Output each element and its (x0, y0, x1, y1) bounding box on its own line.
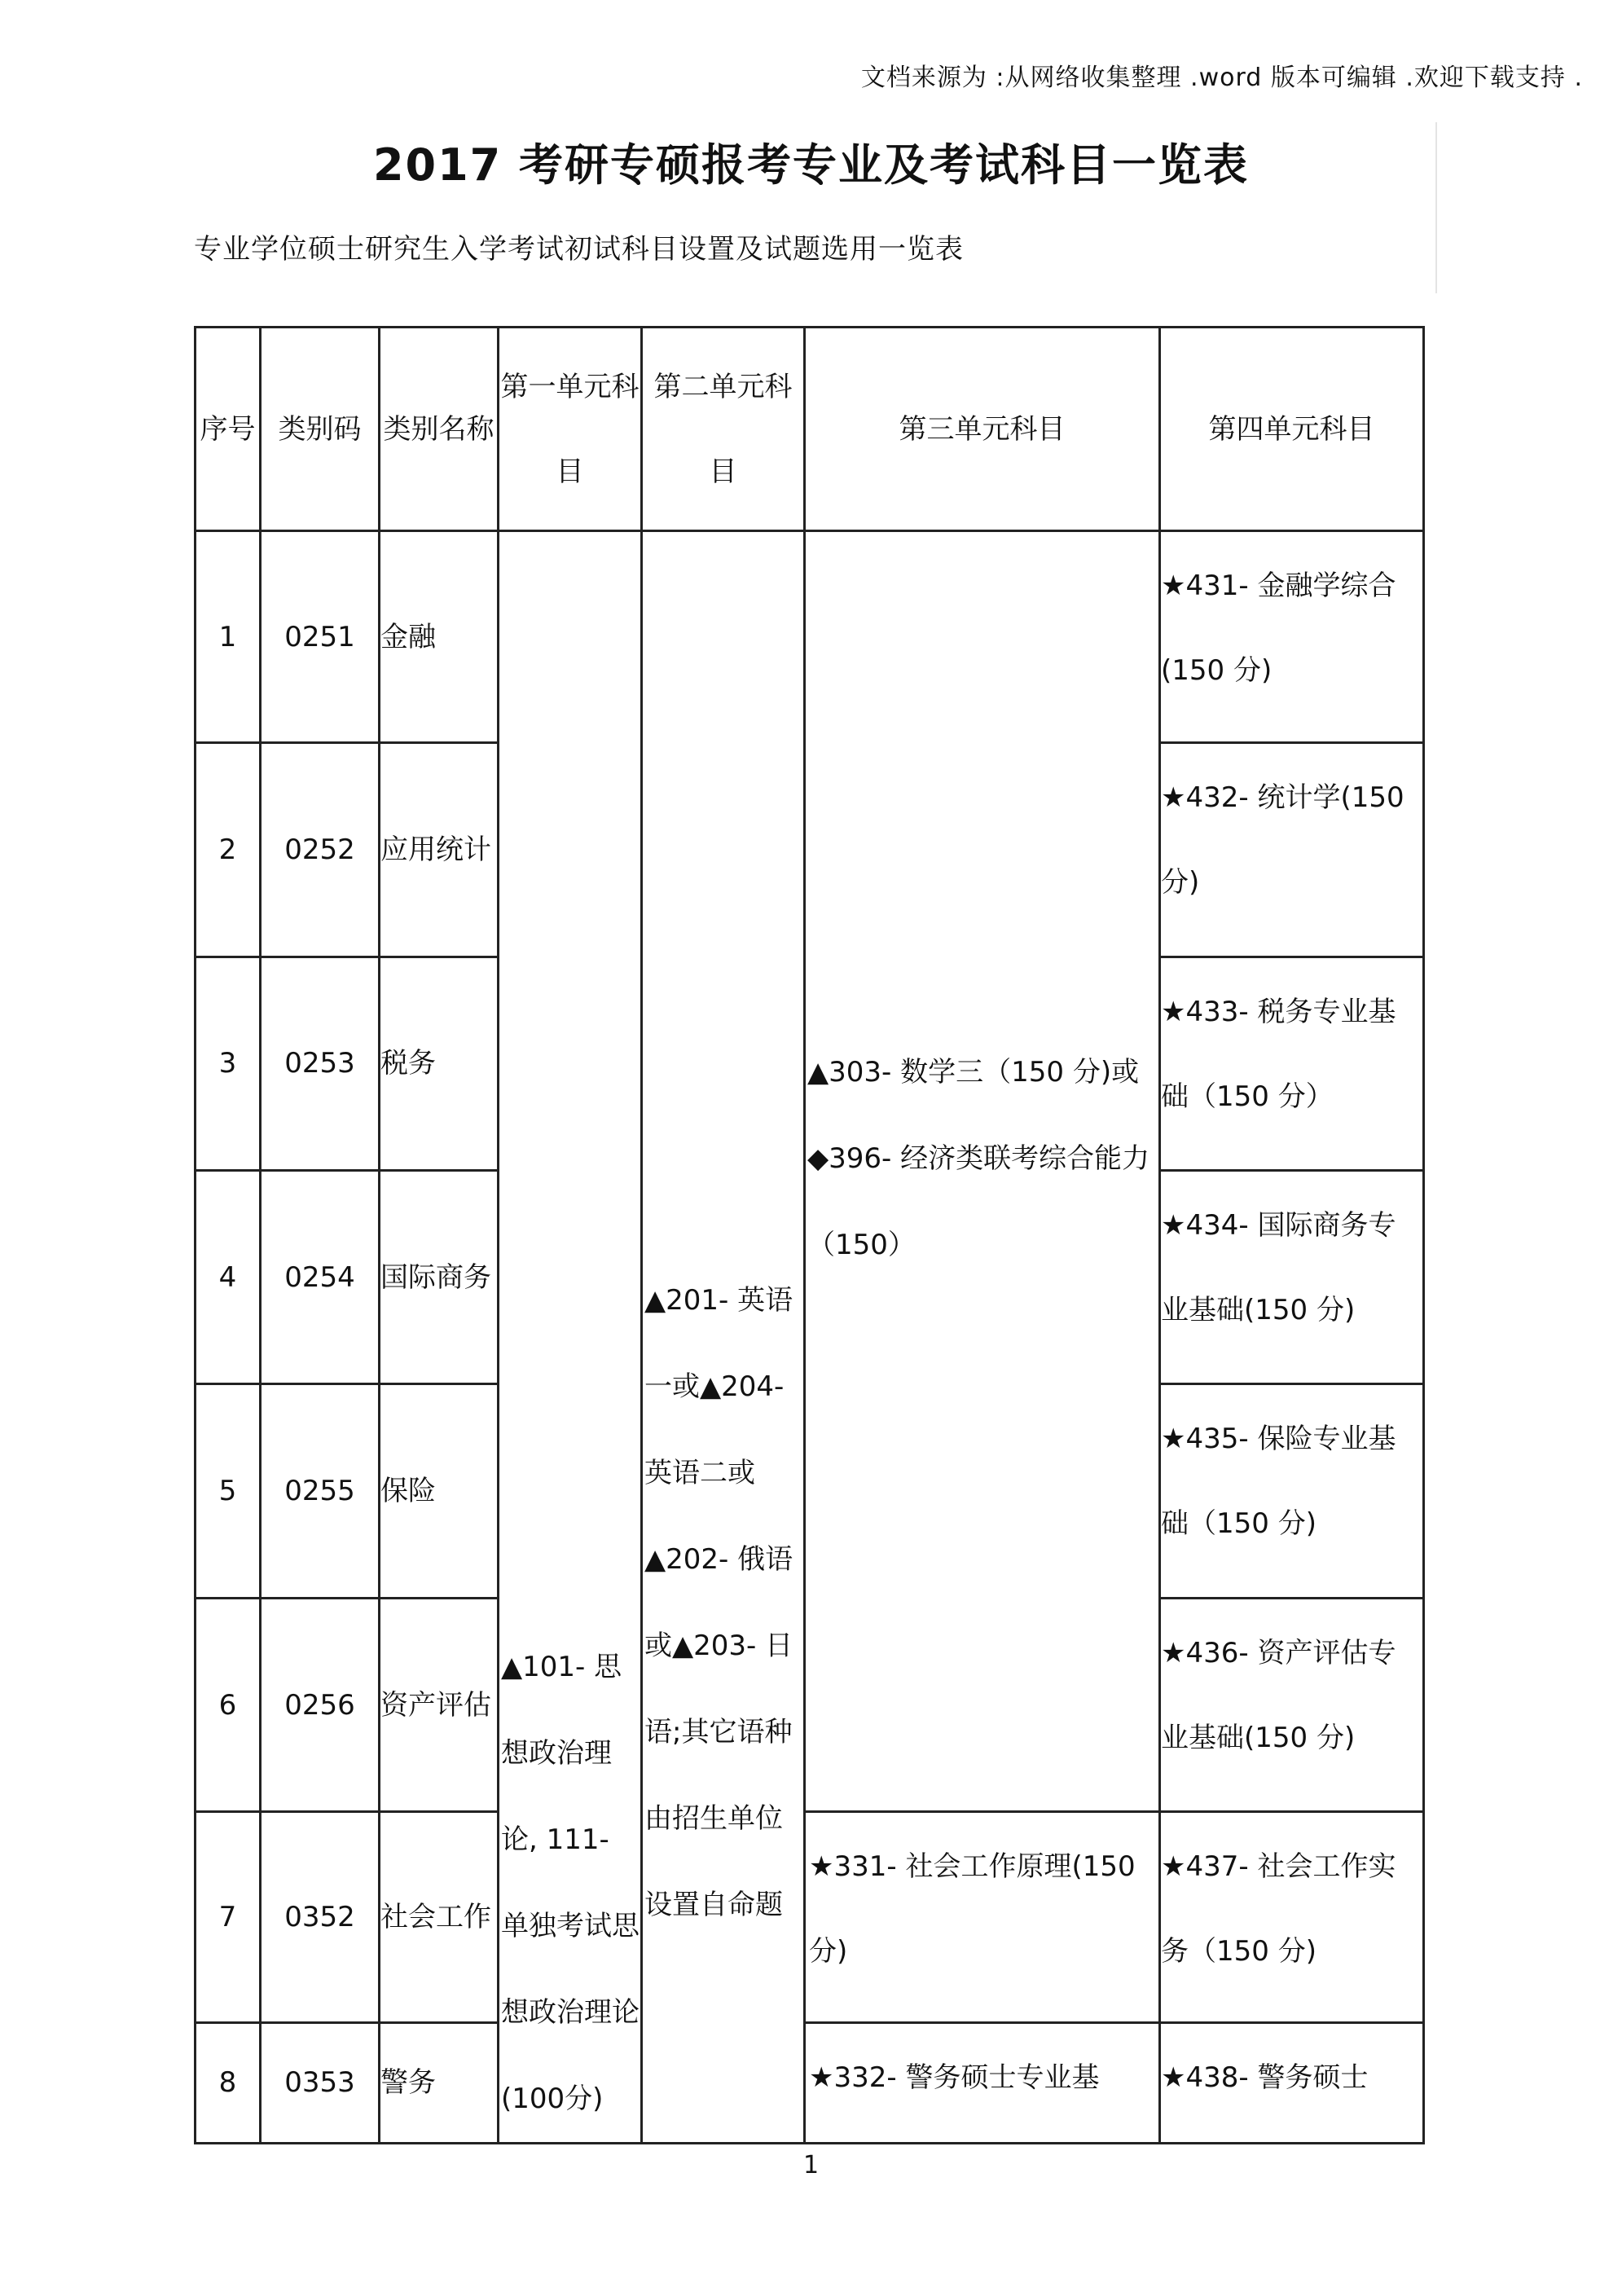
row-seq: 4 (196, 1171, 261, 1384)
source-note: 文档来源为 :从网络收集整理 .word 版本可编辑 .欢迎下载支持 . (860, 64, 1583, 92)
unit1-cell (499, 531, 642, 2144)
table-header-row (196, 328, 1424, 531)
page-number: 1 (802, 2151, 820, 2179)
row-name: 应用统计 (380, 743, 499, 957)
row-unit3: ★331- 社会工作原理(150 分) (805, 1812, 1160, 2022)
row-seq: 8 (196, 2022, 261, 2144)
unit2-cell (642, 531, 805, 2144)
row-unit4: ★437- 社会工作实务（150 分) (1160, 1812, 1424, 2022)
row-code: 0252 (261, 743, 380, 957)
row-unit4: ★438- 警务硕士 (1160, 2022, 1424, 2144)
unit2-text: ▲201- 英语一或▲204- 英语二或▲202- 俄语或▲203- 日语;其它语种由招生单位设置自命题 (644, 1284, 793, 1921)
row-seq: 7 (196, 1812, 261, 2022)
unit1-text: ▲101- 思想政治理论, 111- 单独考试思想政治理论(100分) (501, 1651, 640, 2115)
row-unit4: ★435- 保险专业基础（150 分) (1160, 1384, 1424, 1598)
row-code: 0253 (261, 957, 380, 1170)
row-seq: 1 (196, 531, 261, 743)
row-code: 0255 (261, 1384, 380, 1598)
row-code: 0353 (261, 2022, 380, 2144)
header-seq: 序号 (196, 328, 261, 531)
row-name: 警务 (380, 2022, 499, 2144)
row-name: 税务 (380, 957, 499, 1170)
unit3-shared-cell (805, 531, 1160, 1812)
header-code: 类别码 (261, 328, 380, 531)
header-unit3: 第三单元科目 (805, 328, 1160, 531)
header-name: 类别名称 (380, 328, 499, 531)
row-code: 0256 (261, 1598, 380, 1811)
row-unit4: ★432- 统计学(150 分) (1160, 743, 1424, 957)
row-unit4: ★431- 金融学综合(150 分) (1160, 531, 1424, 743)
page-title: 2017 考研专硕报考专业及考试科目一览表 (372, 139, 1250, 191)
row-code: 0251 (261, 531, 380, 743)
row-code: 0254 (261, 1171, 380, 1384)
header-unit4: 第四单元科目 (1160, 328, 1424, 531)
row-unit4: ★436- 资产评估专业基础(150 分) (1160, 1598, 1424, 1811)
row-code: 0352 (261, 1812, 380, 2022)
row-unit4: ★433- 税务专业基础（150 分） (1160, 957, 1424, 1170)
table-row (196, 2022, 1424, 2144)
table-row (196, 1812, 1424, 2022)
row-seq: 2 (196, 743, 261, 957)
page-subtitle: 专业学位硕士研究生入学考试初试科目设置及试题选用一览表 (194, 233, 964, 266)
row-name: 资产评估 (380, 1598, 499, 1811)
row-name: 国际商务 (380, 1171, 499, 1384)
subjects-table (194, 326, 1425, 2144)
unit3-shared-text: ▲303- 数学三（150 分)或◆396- 经济类联考综合能力（150） (807, 1056, 1150, 1261)
row-name: 社会工作 (380, 1812, 499, 2022)
row-unit3: ★332- 警务硕士专业基 (805, 2022, 1160, 2144)
row-name: 保险 (380, 1384, 499, 1598)
row-seq: 6 (196, 1598, 261, 1811)
row-seq: 5 (196, 1384, 261, 1598)
header-unit1: 第一单元科目 (499, 328, 642, 531)
row-seq: 3 (196, 957, 261, 1170)
header-unit2: 第二单元科目 (642, 328, 805, 531)
row-unit4: ★434- 国际商务专业基础(150 分) (1160, 1171, 1424, 1384)
table-row (196, 531, 1424, 743)
row-name: 金融 (380, 531, 499, 743)
